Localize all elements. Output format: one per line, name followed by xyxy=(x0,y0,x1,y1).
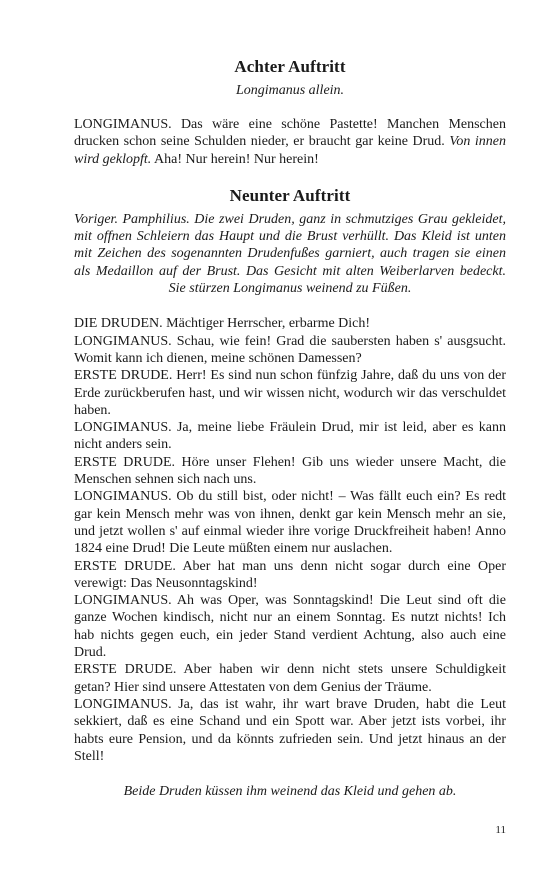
closing-stage-direction: Beide Druden küssen ihm weinend das Kleid und gehen ab. xyxy=(123,784,457,800)
scene-heading-achter-auftritt: Achter Auftritt xyxy=(234,57,346,76)
stage-direction-block: Voriger. Pamphilius. Die zwei Druden, ganz in schmutziges Grau gekleidet, mit offnen Schleiern das Haupt und die Brust verhüllt. Das Kleid ist unten mit Zeichen des sogenannten Drudenfußes garniert, auch tragen sie einen als Medaillon auf der Brust. Das Gesicht mit alten Weiberlarven bedeckt. Sie stürzen Longimanus weinend zu Füßen. xyxy=(74,211,506,297)
page-content xyxy=(74,56,506,800)
dialogue-line: LONGIMANUS. Ja, das ist wahr, ihr wart brave Druden, habt die Leut sekkiert, daß es eine Schand und ein Spott war. Aber jetzt ists vorbei, ihr habts eure Pension, und da könnts zufrieden sein. Und jetzt hinaus an der Stell! xyxy=(74,696,506,764)
dialogue-line: ERSTE DRUDE. Höre unser Flehen! Gib uns wieder unsere Macht, die Menschen sehnen sich nach uns. xyxy=(74,454,506,488)
dialogue-section xyxy=(74,315,506,765)
page-number: 11 xyxy=(495,824,506,836)
dialogue-line: ERSTE DRUDE. Aber haben wir denn nicht stets unsere Schuldigkeit getan? Hier sind unsere Attestaten von dem Genius der Träume. xyxy=(74,662,506,695)
dialogue-text: LONGIMANUS. Das wäre eine schöne Pastette! Manchen Menschen drucken schon seine Schulden nieder, er braucht gar keine Drud. xyxy=(74,117,506,150)
dialogue-line: LONGIMANUS. Schau, wie fein! Grad die saubersten haben s' ausgsucht. Womit kann ich dienen, meine schönen Damessen? xyxy=(74,333,506,366)
dialogue-line: LONGIMANUS. Ob du still bist, oder nicht! – Was fällt euch ein? Es redt gar kein Mensch mehr was von ihnen, denkt gar kein Mensch mehr an sie, und jetzt wollen s' auf einmal wieder ihre vorige Druckfreiheit haben! Anno 1824 eine Drud! Die Leute müßten einem nur auslachen. xyxy=(74,489,506,557)
dialogue-line: ERSTE DRUDE. Aber hat man uns denn nicht sogar durch eine Oper verewigt: Das Neusonntagskind! xyxy=(74,558,506,591)
dialogue-line: LONGIMANUS. Ah was Oper, was Sonntagskind! Die Leut sind oft die ganze Wochen kindisch, nicht nur an einem Sonntag. Es nutzt nichts! Ich hab nichts gegen euch, ein jeder Stand verdient Achtung, also auch eine Drud. xyxy=(74,593,506,661)
dialogue-line: DIE DRUDEN. Mächtiger Herrscher, erbarme Dich! xyxy=(74,316,371,332)
scene-heading-neunter-auftritt: Neunter Auftritt xyxy=(229,185,351,205)
dialogue-line: ERSTE DRUDE. Herr! Es sind nun schon fünfzig Jahre, daß du uns von der Erde zurückberufen hast, und wir wissen nicht, wodurch wir das verschuldet haben. xyxy=(74,368,506,418)
stage-direction-longimanus-allein: Longimanus allein. xyxy=(235,83,345,98)
dialogue-line: LONGIMANUS. Ja, meine liebe Fräulein Drud, mir ist leid, aber es kann nicht anders sein. xyxy=(74,420,506,453)
inline-stage-direction: Von innen wird geklopft. xyxy=(74,134,506,167)
dialogue-paragraph xyxy=(74,116,506,168)
dialogue-text: Aha! Nur herein! Nur herein! xyxy=(154,151,319,167)
